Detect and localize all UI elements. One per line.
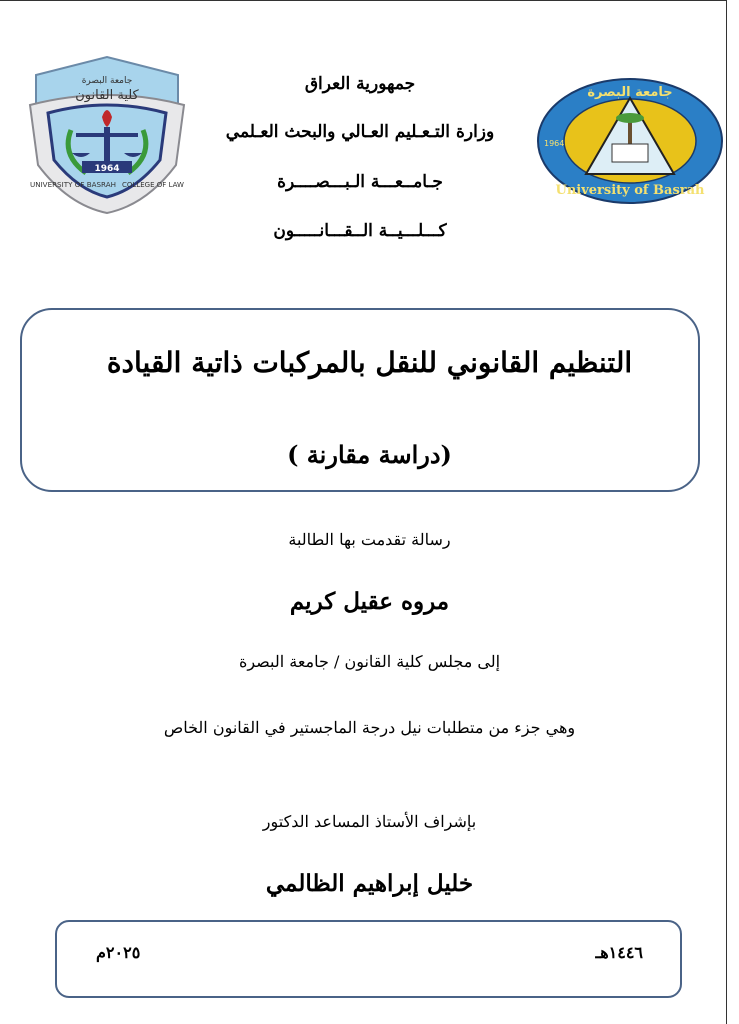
submission-intro: رسالة تقدمت بها الطالبة [288, 530, 451, 549]
svg-text:1964: 1964 [544, 139, 565, 148]
svg-text:كلية القانون: كلية القانون [75, 88, 139, 103]
submission-to: إلى مجلس كلية القانون / جامعة البصرة [238, 652, 501, 671]
submission-purpose: وهي جزء من متطلبات نيل درجة الماجستير في القانون الخاص [163, 718, 576, 737]
student-name: مروه عقيل كريم [289, 588, 450, 615]
ministry-heading: وزارة التـعـليم العـالي والبحث العـلمي [225, 122, 495, 142]
svg-text:UNIVERSITY OF BASRAH: UNIVERSITY OF BASRAH [30, 181, 116, 189]
date-box [55, 920, 682, 998]
country-heading: جمهورية العراق [304, 74, 416, 94]
svg-text:University of Basrah: University of Basrah [555, 183, 705, 198]
svg-text:COLLEGE OF LAW: COLLEGE OF LAW [122, 181, 185, 189]
college-heading: كـــلـــيــة الــقـــانـــــون [273, 221, 447, 241]
hijri-year: ١٤٤٦هـ [595, 943, 643, 962]
thesis-subtitle: (دراسة مقارنة ) [287, 440, 452, 469]
supervisor-name: خليل إبراهيم الظالمي [265, 870, 474, 897]
supervision-label: بإشراف الأستاذ المساعد الدكتور [262, 812, 477, 831]
svg-text:جامعة البصرة: جامعة البصرة [587, 85, 673, 100]
gregorian-year: ٢٠٢٥م [96, 943, 141, 962]
svg-text:1964: 1964 [94, 164, 120, 174]
university-heading: جـامــعـــة الـبـــصــــرة [277, 172, 443, 192]
thesis-title: التنظيم القانوني للنقل بالمركبات ذاتية القيادة [106, 346, 633, 379]
svg-text:جامعة البصرة: جامعة البصرة [81, 76, 133, 86]
